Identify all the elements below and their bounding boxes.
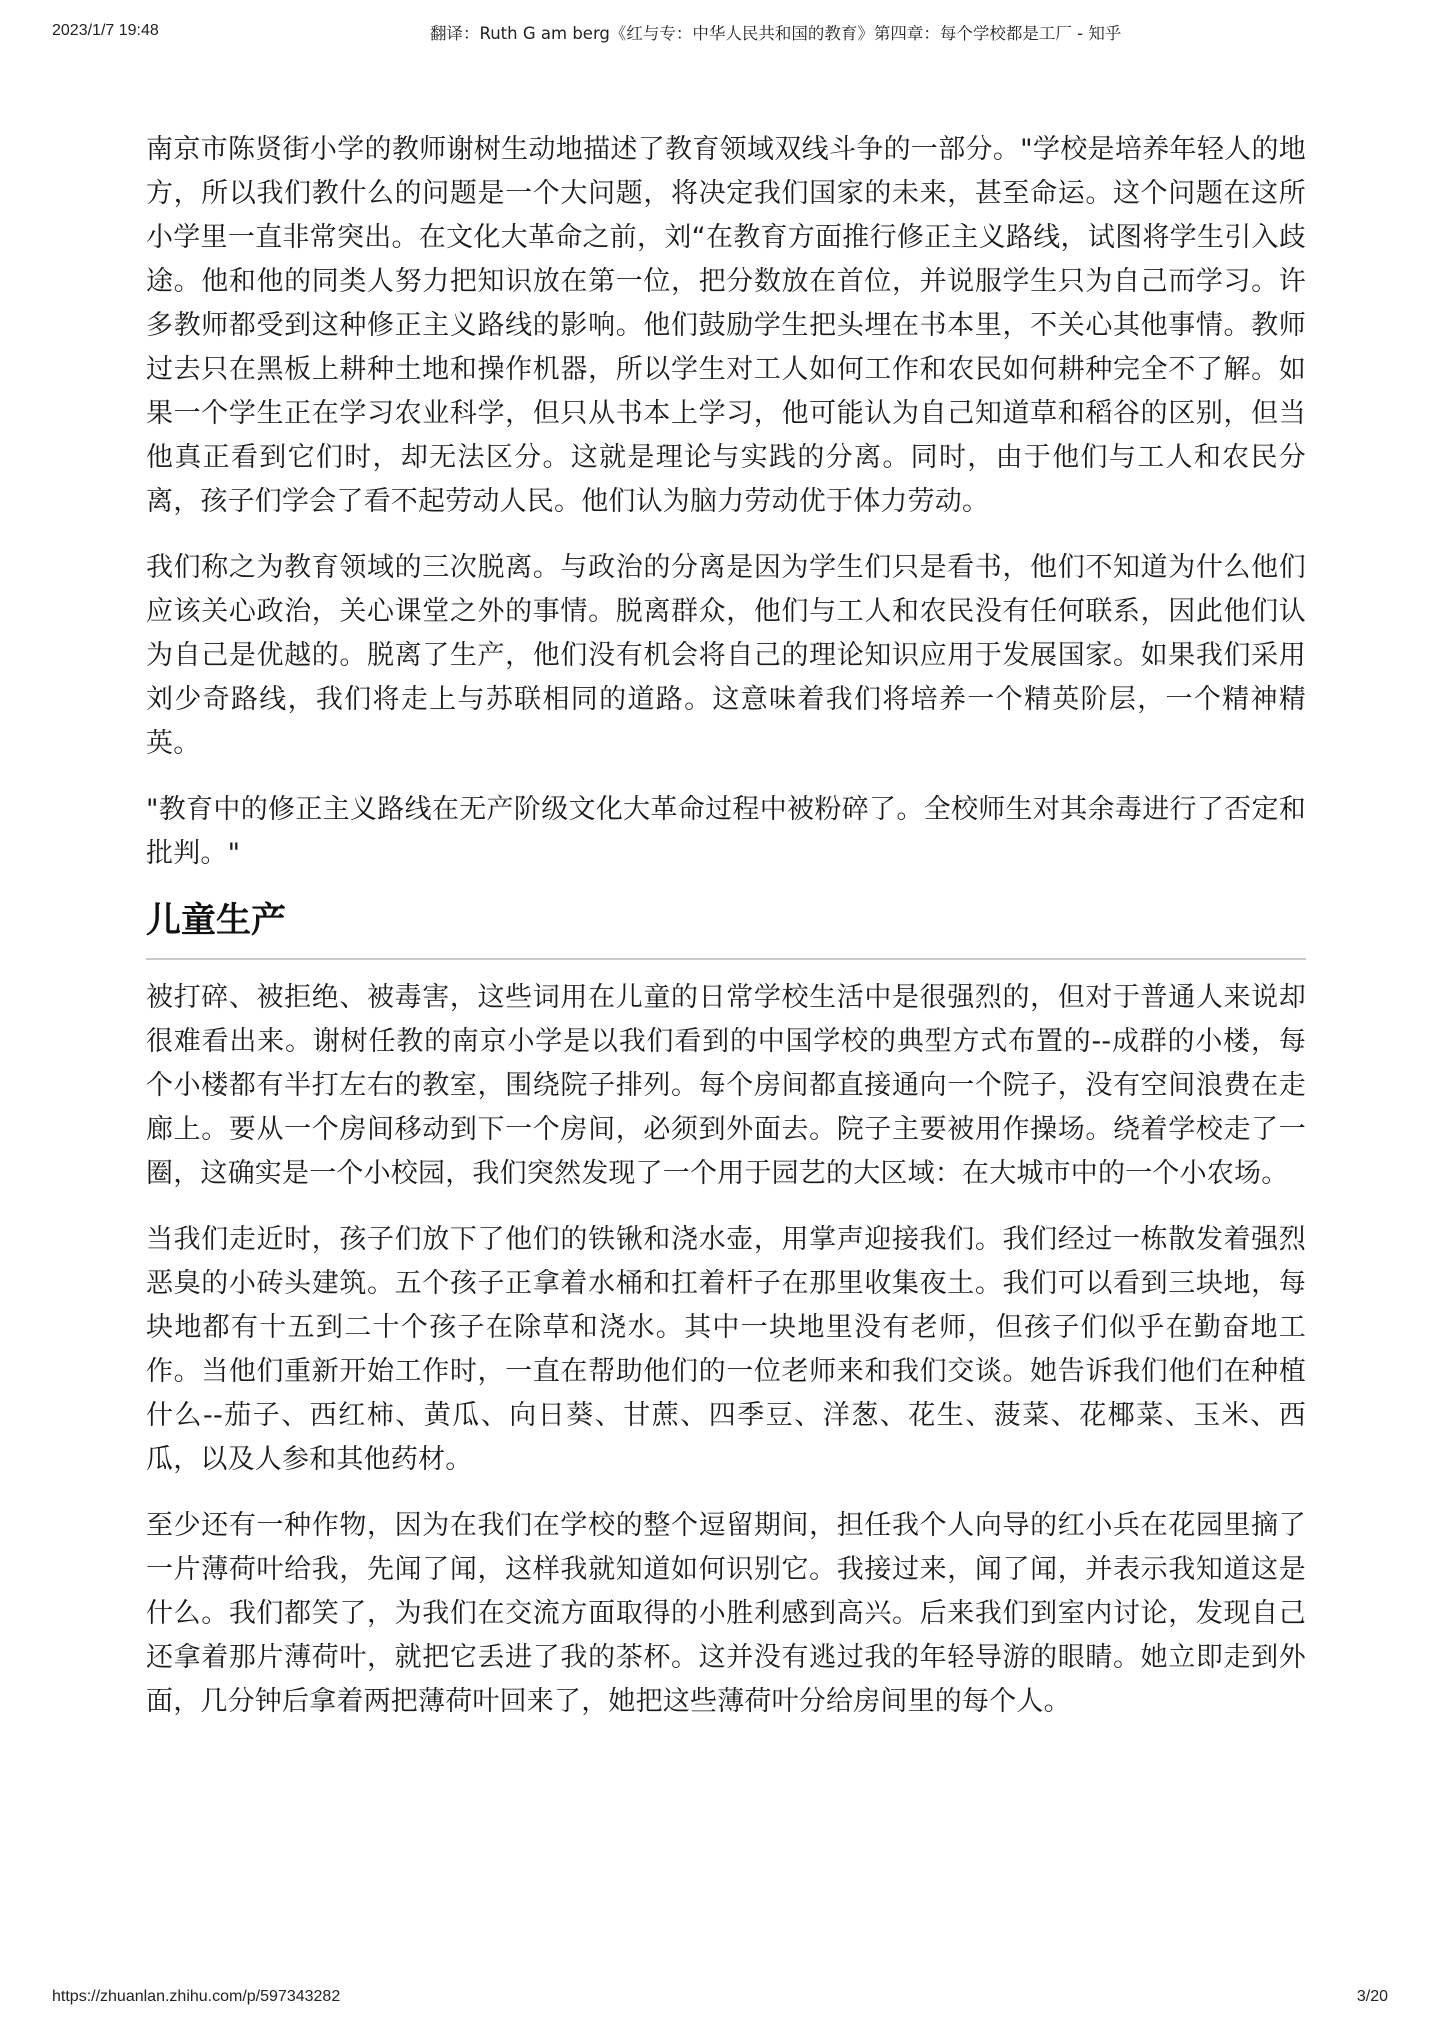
- section-body: [146, 976, 1306, 1724]
- article-paragraph: 南京市陈贤街小学的教师谢树生动地描述了教育领域双线斗争的一部分。"学校是培养年轻人的地方，所以我们教什么的问题是一个大问题，将决定我们国家的未来，甚至命运。这个问题在这所小学里一直非常突出。在文化大革命之前，刘“在教育方面推行修正主义路线，试图将学生引入歧途。他和他的同类人努力把知识放在第一位，把分数放在首位，并说服学生只为自己而学习。许多教师都受到这种修正主义路线的影响。他们鼓励学生把头埋在书本里，不关心其他事情。教师过去只在黑板上耕种土地和操作机器，所以学生对工人如何工作和农民如何耕种完全不了解。如果一个学生正在学习农业科学，但只从书本上学习，他可能认为自己知道草和稻谷的区别，但当他真正看到它们时，却无法区分。这就是理论与实践的分离。同时，由于他们与工人和农民分离，孩子们学会了看不起劳动人民。他们认为脑力劳动优于体力劳动。: [146, 134, 1306, 517]
- print-footer: [0, 1988, 1440, 2028]
- page-number: 3/20: [1356, 1988, 1388, 2005]
- print-date: 2023/1/7 19:48: [52, 22, 159, 39]
- article-paragraph: 我们称之为教育领域的三次脱离。与政治的分离是因为学生们只是看书，他们不知道为什么他们应该关心政治，关心课堂之外的事情。脱离群众，他们与工人和农民没有任何联系，因此他们认为自己是优越的。脱离了生产，他们没有机会将自己的理论知识应用于发展国家。如果我们采用刘少奇路线，我们将走上与苏联相同的道路。这意味着我们将培养一个精英阶层，一个精神精英。: [146, 552, 1306, 759]
- section-heading: 儿童生产: [146, 898, 1306, 960]
- page-url: https://zhuanlan.zhihu.com/p/597343282: [52, 1988, 341, 2005]
- article-paragraph: 至少还有一种作物，因为在我们在学校的整个逗留期间，担任我个人向导的红小兵在花园里摘了一片薄荷叶给我，先闻了闻，这样我就知道如何识别它。我接过来，闻了闻，并表示我知道这是什么。我们都笑了，为我们在交流方面取得的小胜利感到高兴。后来我们到室内讨论，发现自己还拿着那片薄荷叶，就把它丢进了我的茶杯。这并没有逃过我的年轻导游的眼睛。她立即走到外面，几分钟后拿着两把薄荷叶回来了，她把这些薄荷叶分给房间里的每个人。: [146, 1510, 1306, 1717]
- article-paragraph: 当我们走近时，孩子们放下了他们的铁锹和浇水壶，用掌声迎接我们。我们经过一栋散发着强烈恶臭的小砖头建筑。五个孩子正拿着水桶和扛着杆子在那里收集夜土。我们可以看到三块地，每块地都有十五到二十个孩子在除草和浇水。其中一块地里没有老师，但孩子们似乎在勤奋地工作。当他们重新开始工作时，一直在帮助他们的一位老师来和我们交谈。她告诉我们他们在种植什么--茄子、西红柿、黄瓜、向日葵、甘蔗、四季豆、洋葱、花生、菠菜、花椰菜、玉米、西瓜，以及人参和其他药材。: [146, 1224, 1306, 1475]
- print-header: [0, 0, 1440, 60]
- article-paragraph: 被打碎、被拒绝、被毒害，这些词用在儿童的日常学校生活中是很强烈的，但对于普通人来说却很难看出来。谢树任教的南京小学是以我们看到的中国学校的典型方式布置的--成群的小楼，每个小楼都有半打左右的教室，围绕院子排列。每个房间都直接通向一个院子，没有空间浪费在走廊上。要从一个房间移动到下一个房间，必须到外面去。院子主要被用作操场。绕着学校走了一圈，这确实是一个小校园，我们突然发现了一个用于园艺的大区域：在大城市中的一个小农场。: [146, 982, 1306, 1189]
- article-body: [146, 128, 1306, 1746]
- article-paragraph: "教育中的修正主义路线在无产阶级文化大革命过程中被粉碎了。全校师生对其余毒进行了否定和批判。": [146, 794, 1306, 869]
- print-page-title: 翻译：Ruth G am berg《红与专：中华人民共和国的教育》第四章：每个学校都是工厂 - 知乎: [430, 24, 1122, 43]
